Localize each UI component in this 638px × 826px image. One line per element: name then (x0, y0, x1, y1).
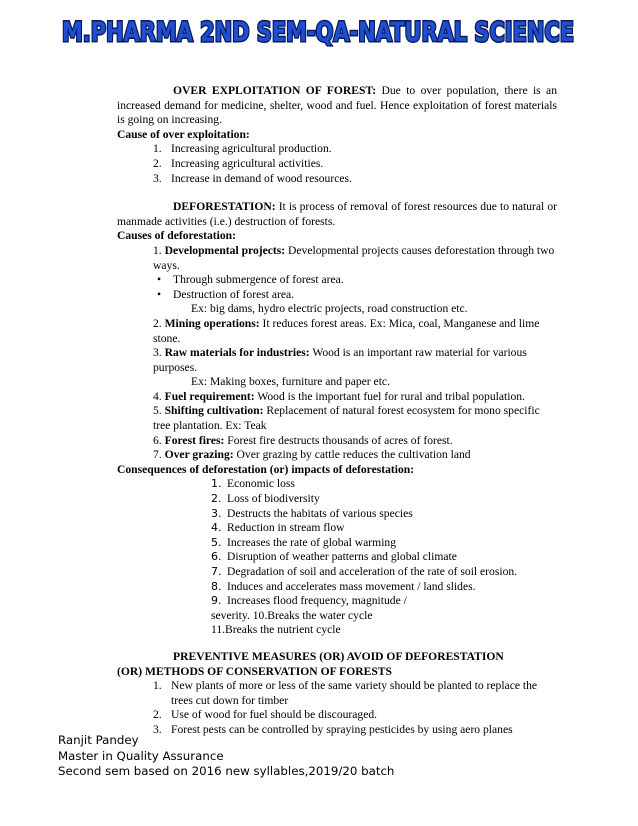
list-item: 1. Economic loss (211, 477, 295, 491)
list-item: 4. Reduction in stream flow (211, 521, 345, 535)
cause-raw-materials: 3. Raw materials for industries: Wood is an important raw material for various purposes. (153, 346, 527, 374)
list-item: 3. Destructs the habitats of various species (211, 506, 413, 520)
list-item: 1. Increasing agricultural production. (153, 142, 332, 156)
prevention-subheading: (OR) METHODS OF CONSERVATION OF FORESTS (117, 664, 392, 678)
cause-heading: Cause of over exploitation: (117, 127, 250, 141)
list-item: 1. New plants of more or less of the same variety should be planted to replace the trees cut down for timber (153, 679, 538, 707)
overexploitation-heading: OVER EXPLOITATION OF FOREST: (173, 84, 377, 97)
cause-mining: 2. Mining operations: It reduces forest areas. Ex: Mica, coal, Manganese and lime stone. (153, 316, 540, 345)
cause-fuel: 4. Fuel requirement: Wood is the important fuel for rural and tribal population. (153, 389, 525, 403)
cause-shifting-cultivation: 5. Shifting cultivation: Replacement of natural forest ecosystem for mono specific tree plantation. Ex: Teak (153, 404, 540, 433)
prevention-heading: PREVENTIVE MEASURES (OR) AVOID OF DEFORESTATION (173, 649, 504, 663)
footer-note: Second sem based on 2016 new syllables,2019/20 batch (58, 764, 395, 779)
banner-title: M.PHARMA 2ND SEM-QA-NATURAL SCIENCE (62, 17, 574, 48)
list-item: 3. Forest pests can be controlled by spraying pesticides by using aero planes (153, 722, 513, 736)
list-item: 6. Disruption of weather patterns and global climate (211, 550, 457, 564)
document-body (117, 84, 557, 738)
list-item: 2. Loss of biodiversity (211, 492, 320, 506)
list-item: 2. Increasing agricultural activities. (153, 156, 324, 170)
overexploitation-text: Due to over population, there is an increased demand for medicine, shelter, wood and fuel. Hence exploitation of forest materials is going on increasing. (117, 84, 558, 127)
cause-developmental: 1. Developmental projects: Developmental projects causes deforestation through two ways. (153, 243, 555, 272)
list-item: 5. Increases the rate of global warming (211, 535, 397, 549)
banner-title-art (58, 8, 578, 48)
cause-forest-fires: 6. Forest fires: Forest fire destructs thousands of acres of forest. (153, 433, 453, 447)
list-item: 11.Breaks the nutrient cycle (211, 623, 341, 637)
list-item: • Destruction of forest area. (157, 287, 295, 301)
list-item: 7. Degradation of soil and acceleration of the rate of soil erosion. (211, 565, 518, 578)
list-item: 8. Induces and accelerates mass movement / land slides. (211, 579, 476, 593)
list-item: • Through submergence of forest area. (157, 273, 344, 287)
list-item: severity. 10.Breaks the water cycle (211, 608, 373, 622)
list-item: 3. Increase in demand of wood resources. (153, 171, 352, 185)
footer (58, 733, 394, 780)
prevention-list (117, 679, 557, 737)
banner (58, 8, 578, 48)
causes-deforestation-heading: Causes of deforestation: (117, 229, 236, 243)
deforestation-paragraph (117, 200, 557, 229)
example-text: Ex: Making boxes, furniture and paper etc. (191, 375, 390, 389)
example-text: Ex: big dams, hydro electric projects, road construction etc. (191, 302, 468, 316)
deforestation-heading: DEFORESTATION: (173, 200, 276, 214)
footer-author: Ranjit Pandey (58, 733, 139, 747)
footer-degree: Master in Quality Assurance (58, 748, 224, 763)
list-item: 2. Use of wood for fuel should be discouraged. (153, 708, 378, 722)
list-item: 9. Increases flood frequency, magnitude / (211, 594, 407, 608)
deforestation-text: It is process of removal of forest resources due to natural or manmade activities (i.e.) destruction of forests. (117, 200, 557, 228)
overexploitation-paragraph (117, 84, 557, 128)
cause-list (117, 142, 557, 186)
consequences-list (117, 477, 557, 638)
cause-over-grazing: 7. Over grazing: Over grazing by cattle reduces the cultivation land (153, 448, 471, 462)
consequences-heading: Consequences of deforestation (or) impacts of deforestation: (117, 462, 415, 476)
